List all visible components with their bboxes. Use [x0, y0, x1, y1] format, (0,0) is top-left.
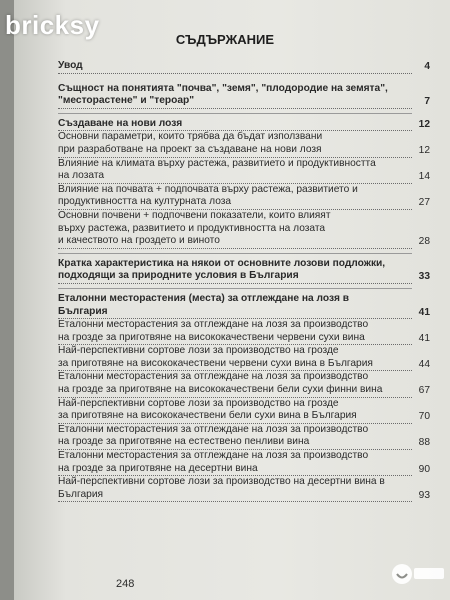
- toc-entry-title: [58, 398, 412, 424]
- toc-entry-page: 28: [418, 236, 430, 248]
- bazar-logo-icon: [390, 556, 446, 596]
- toc-entry-line: на грозде за приготвяне на висококачествени червени сухи вина: [58, 331, 365, 343]
- toc-entry-page: 70: [418, 411, 430, 423]
- toc-entry-line: Същност на понятията "почва", "земя", "плодородие на земята",: [58, 82, 388, 94]
- toc-entry-line: Най-перспективни сортове лози за производство на грозде: [58, 345, 339, 357]
- toc-entry-title: [58, 118, 412, 132]
- toc-entry-line: "месторастене" и "тероар": [58, 95, 195, 107]
- toc-entry: [58, 210, 430, 249]
- toc-entry-line: Най-перспективни сортове лози за производство на грозде: [58, 397, 339, 409]
- toc-entry-page: 41: [418, 306, 430, 318]
- toc-entry-line: върху растежа, развитието и продуктивността на лозата: [58, 222, 326, 234]
- brand-watermark: bricksy: [5, 10, 100, 40]
- toc-entry-line: Еталонни месторастения за отглеждане на лозя за производство: [58, 371, 369, 383]
- toc-entry-line: България: [58, 305, 108, 317]
- toc-entry-line: на грозде за приготвяне на висококачествени бели сухи финни вина: [58, 384, 383, 396]
- toc-entry-line: Влияние на климата върху растежа, развитието и продуктивността: [58, 157, 376, 169]
- toc-entry-title: [58, 476, 412, 502]
- toc-entry: [58, 424, 430, 450]
- toc-entry-title: [58, 184, 412, 210]
- toc-entry-title: [58, 258, 412, 284]
- toc-entry-line: България: [58, 488, 104, 500]
- toc-entry-line: Еталонни месторастения за отглеждане на лозя за производство: [58, 423, 369, 435]
- toc-entry-page: 93: [418, 489, 430, 501]
- section-divider: [58, 113, 412, 114]
- toc-entry: [58, 258, 430, 284]
- toc-entry-title: [58, 345, 412, 371]
- toc-entry-page: 33: [418, 271, 430, 283]
- toc-entry-line: Основни почвени + подпочвени показатели, които влияят: [58, 209, 331, 221]
- toc-entry-line: на грозде за приготвяне на естествено пенливи вина: [58, 436, 310, 448]
- toc-entry-page: 90: [418, 463, 430, 475]
- toc-entry-page: 44: [418, 358, 430, 370]
- toc-entry-line: Създаване на нови лозя: [58, 117, 183, 129]
- toc-entry: [58, 60, 430, 74]
- toc-entry-line: Кратка характеристика на някои от основните лозови подложки,: [58, 257, 386, 269]
- toc-entry-page: 12: [418, 118, 430, 130]
- toc-entry: [58, 118, 430, 132]
- section-divider: [58, 253, 412, 254]
- toc-entry-line: за приготвяне на висококачествени бели сухи вина в България: [58, 410, 357, 422]
- toc-entry-line: Еталонни месторастения за отглеждане на лозя за производство: [58, 319, 369, 331]
- toc-entry: [58, 293, 430, 319]
- toc-entry-title: [58, 319, 412, 345]
- toc-entry-line: на грозде за приготвяне на десертни вина: [58, 462, 258, 474]
- toc-entry: [58, 398, 430, 424]
- toc-entry: [58, 319, 430, 345]
- toc-entry-title: [58, 83, 412, 109]
- toc-entry-title: [58, 131, 412, 157]
- toc-entry-line: Еталонни месторастения (места) за отглеждане на лозя в: [58, 292, 350, 304]
- toc-entry: [58, 184, 430, 210]
- toc-entry-page: 14: [418, 171, 430, 183]
- toc-entry-line: Основни параметри, които трябва да бъдат използвани: [58, 131, 323, 143]
- toc-entry: [58, 371, 430, 397]
- toc-entry-title: [58, 60, 412, 74]
- toc-entry-page: 12: [418, 144, 430, 156]
- toc-entry-line: Еталонни месторастения за отглеждане на лозя за производство: [58, 450, 369, 462]
- section-divider: [58, 288, 412, 289]
- toc-entry-line: подходящи за природните условия в България: [58, 270, 299, 282]
- toc-entry-line: продуктивността на културната лоза: [58, 196, 232, 208]
- toc-entry-page: 41: [418, 332, 430, 344]
- toc-entry-page: 27: [418, 197, 430, 209]
- spacer: [58, 74, 430, 83]
- toc-entry-line: за приготвяне на висококачествени червени сухи вина в България: [58, 357, 373, 369]
- toc-entry: [58, 131, 430, 157]
- toc-entry: [58, 476, 430, 502]
- toc-entry: [58, 345, 430, 371]
- toc-entry-line: и качеството на гроздето и виното: [58, 235, 220, 247]
- toc-entry-line: на лозата: [58, 170, 105, 182]
- toc-entry-page: 4: [424, 61, 430, 72]
- toc-entry: [58, 83, 430, 109]
- toc-entry-title: [58, 371, 412, 397]
- table-of-contents: [58, 60, 430, 502]
- toc-entry: [58, 158, 430, 184]
- toc-entry-title: [58, 158, 412, 184]
- toc-entry-title: [58, 450, 412, 476]
- toc-entry-line: при разработване на проект за създаване на нови лозя: [58, 143, 322, 155]
- page-number: 248: [116, 578, 135, 590]
- toc-entry-title: [58, 424, 412, 450]
- page-title: СЪДЪРЖАНИЕ: [175, 32, 275, 47]
- toc-entry-line: Влияние на почвата + подпочвата върху растежа, развитието и: [58, 183, 358, 195]
- toc-entry: [58, 450, 430, 476]
- toc-entry-page: 67: [418, 385, 430, 397]
- toc-entry-line: Увод: [58, 60, 83, 71]
- toc-entry-page: 88: [418, 437, 430, 449]
- toc-entry-line: Най-перспективни сортове лози за производство на десертни вина в: [58, 476, 385, 488]
- toc-entry-page: 7: [424, 96, 430, 108]
- toc-entry-title: [58, 210, 412, 249]
- toc-entry-title: [58, 293, 412, 319]
- bazar-logo-mark: [392, 564, 412, 584]
